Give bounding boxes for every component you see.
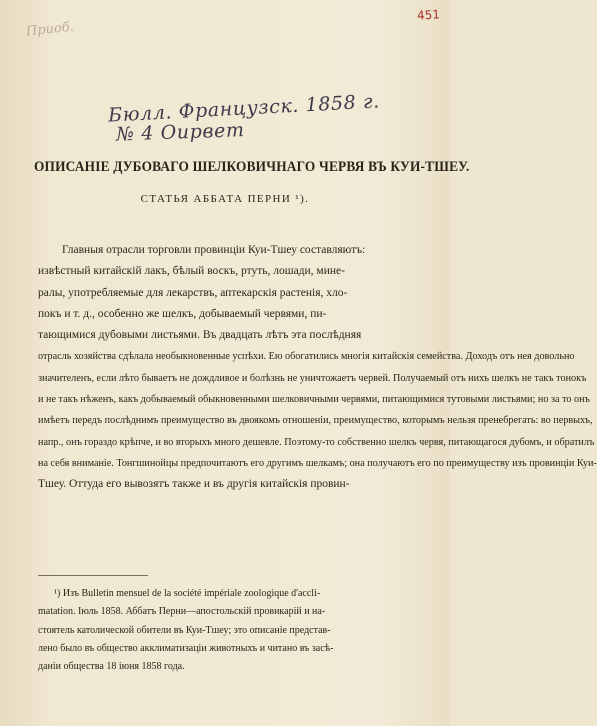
footnote-divider — [38, 575, 148, 576]
article-subtitle: СТАТЬЯ АББАТА ПЕРНИ ¹). — [140, 193, 310, 205]
body-line: извѣстный китайскій лакъ, бѣлый воскъ, ртуть, лошади, мине- — [38, 265, 345, 278]
footnote-line: стоятель католической обители въ Куи-Тшеу; это описаніе представ- — [38, 624, 331, 636]
body-line: на себя вниманіе. Тонгшинойцы предпочитаютъ его другимъ шелкамъ; она получаютъ его по преимуществу изъ провинціи Куи- — [38, 457, 597, 469]
handwritten-note — [107, 90, 438, 146]
body-line: и не такъ нѣженъ, какъ добываемый обыкновенными шелковичными червями, питающимися тутовыми листьями; но за то онъ — [38, 394, 590, 406]
body-line: напр., онъ гораздо крѣпче, и во вторыхъ много дешевле. Поэтому-то собственно шелкъ червя, питающагося дубомъ, и обратилъ — [38, 436, 595, 448]
body-line: отрасль хозяйства сдѣлала необыкновенные успѣхи. Ею обогатились многія китайскія семейства. Доходъ отъ нея довольно — [38, 351, 575, 363]
body-line: Главныя отрасли торговли провинціи Куи-Тшеу составляютъ: — [62, 244, 366, 256]
article-title: ОПИСАНІЕ ДУБОВАГО ШЕЛКОВИЧНАГО ЧЕРВЯ ВЪ КУИ-ТШЕУ. — [34, 159, 470, 175]
body-line: Тшеу. Оттуда его вывозятъ также и въ другія китайскія провин- — [38, 478, 350, 491]
article-body — [38, 240, 597, 496]
page-number-mark: 451 — [416, 7, 441, 23]
footnote-line: лено было въ общество акклиматизаціи животныхъ и читано въ засѣ- — [38, 642, 334, 654]
body-line: ралы, употребляемые для лекарствъ, аптекарскія растенія, хло- — [38, 286, 348, 299]
body-line: покъ и т. д., особенно же шелкъ, добываемый червями, пи- — [38, 307, 327, 320]
body-line: имѣетъ передъ послѣднимъ преимущество въ двоякомъ отношеніи, преимущество, которымъ нельзя пренебрегать: во первыхъ, — [38, 415, 593, 427]
footnote-line: даніи общества 18 іюня 1858 года. — [38, 661, 185, 673]
footnote-line: matation. Іюль 1858. Аббатъ Перни—апостольскій провикарій и на- — [38, 606, 326, 618]
handwritten-note-line-2: № 4 Оирвет — [115, 119, 245, 146]
footnote-line: ¹) Изъ Bulletin mensuel de la société impériale zoologique d'accli- — [54, 588, 321, 599]
body-line: значителенъ, если лѣто бываетъ не дождливое и болѣзнь не уничтожаетъ червей. Получаемый отъ нихъ шелкъ не такъ тонокъ — [38, 372, 587, 384]
faint-pencil-note: Приоб. — [25, 19, 75, 40]
body-line: тающимися дубовыми листьями. Въ двадцать лѣтъ эта послѣдняя — [38, 329, 362, 342]
handwritten-note-line-1: Бюлл. Французск. 1858 г. — [107, 90, 381, 127]
footnote — [38, 585, 403, 676]
